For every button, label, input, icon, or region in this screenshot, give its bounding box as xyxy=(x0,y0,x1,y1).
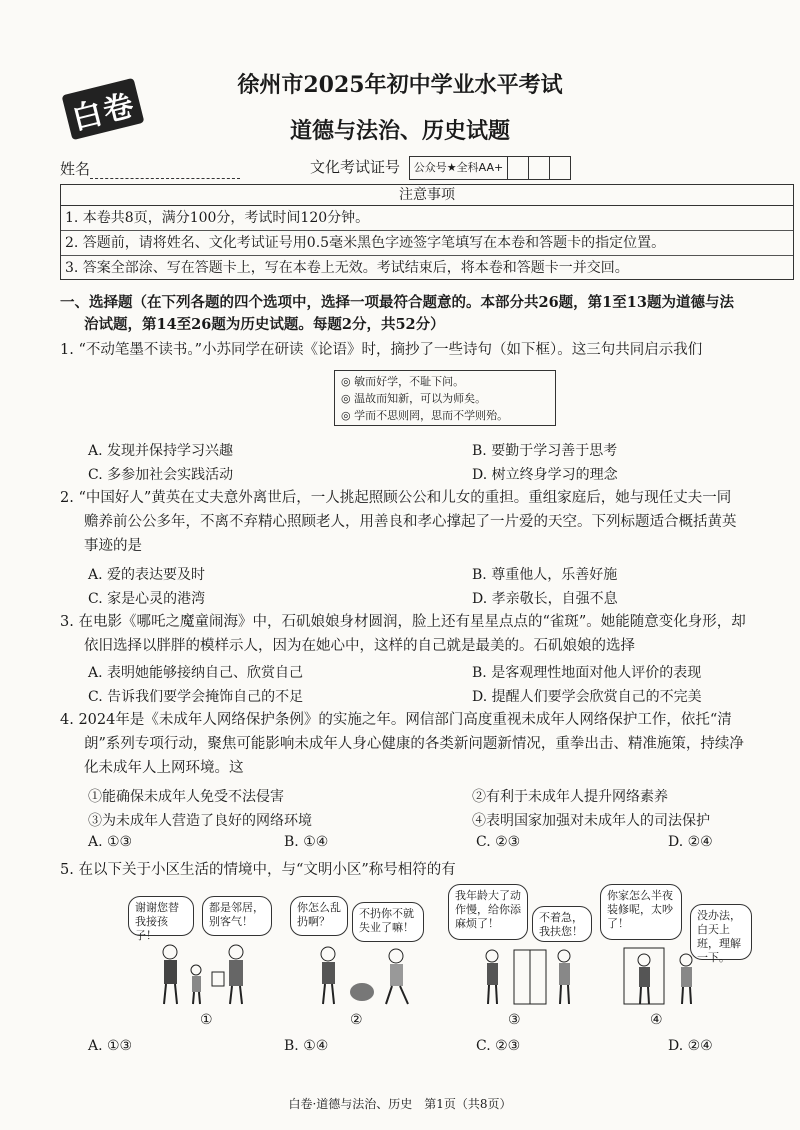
q2-option-c: C. 家是心灵的港湾 xyxy=(88,591,206,607)
q1-stem: 1. “不动笔墨不读书。”小苏同学在研读《论语》时，摘抄了一些诗句（如下框）。这三句共同启示我们 xyxy=(60,342,703,358)
q4-statement-1: ①能确保未成年人免受不法侵害 xyxy=(88,789,284,805)
q5-panel-3 xyxy=(448,884,618,994)
renovation-illustration xyxy=(620,946,720,1006)
q5-option-d: D. ②④ xyxy=(668,1038,713,1054)
speech-bubble: 谢谢您替我接孩子！ xyxy=(128,896,194,936)
q1-quote: ◎ 学而不思则罔，思而不学则殆。 xyxy=(341,409,509,422)
speech-bubble: 你家怎么半夜装修呢，太吵了！ xyxy=(600,884,682,940)
speech-bubble: 不扔你不就失业了嘛！ xyxy=(352,902,424,942)
notice-title: 注意事项 xyxy=(61,185,793,206)
q4-statement-2: ②有利于未成年人提升网络素养 xyxy=(472,789,668,805)
id-label: 文化考试证号 xyxy=(310,158,401,176)
q4-stem: 4. 2024年是《未成年人网络保护条例》的实施之年。网信部门高度重视未成年人网络保护工作，依托“清 xyxy=(60,712,732,728)
speech-bubble: 你怎么乱扔啊？ xyxy=(290,896,348,936)
q1-option-d: D. 树立终身学习的理念 xyxy=(472,467,618,483)
q2-stem: 2. “中国好人”黄英在丈夫意外离世后，一人挑起照顾公公和儿女的重担。重组家庭后，她与现任丈夫一同 xyxy=(60,490,732,506)
q4-statement-3: ③为未成年人营造了良好的网络环境 xyxy=(88,813,312,829)
neighbors-illustration xyxy=(154,942,264,1006)
notice-item: 3. 答案全部涂、写在答题卡上，写在本卷上无效。考试结束后，将本卷和答题卡一并交回。 xyxy=(65,260,629,276)
q2-option-d: D. 孝亲敬长，自强不息 xyxy=(472,591,618,607)
q5-stem: 5. 在以下关于小区生活的情境中，与“文明小区”称号相符的有 xyxy=(60,862,456,878)
exam-title: 徐州市2025年初中学业水平考试 xyxy=(237,72,563,98)
q3-stem: 3. 在电影《哪吒之魔童闹海》中，石矶娘娘身材圆润，脸上还有星星点点的“雀斑”。她能随意变化身形，却 xyxy=(60,614,746,630)
q5-panel-2 xyxy=(290,896,460,1006)
q2-stem: 事迹的是 xyxy=(84,538,142,554)
page-footer: 白卷·道德与法治、历史 第1页（共8页） xyxy=(288,1097,512,1111)
notice-item: 2. 答题前，请将姓名、文化考试证号用0.5毫米黑色字迹签字笔填写在本卷和答题卡的指定位置。 xyxy=(61,231,793,256)
q5-panel-1 xyxy=(128,896,298,1006)
q1-quote: ◎ 温故而知新，可以为师矣。 xyxy=(341,392,487,405)
q4-option-b: B. ①④ xyxy=(284,834,329,850)
id-box-text: 公众号★全科AA+ xyxy=(410,157,508,179)
q1-option-a: A. 发现并保持学习兴趣 xyxy=(88,443,234,459)
speech-bubble: 没办法，白天上班，理解一下。 xyxy=(690,904,752,960)
notice-box xyxy=(60,184,794,280)
section-heading-line1: 一、选择题（在下列各题的四个选项中，选择一项最符合题意的。本部分共26题，第1至13题为道德与法 xyxy=(60,294,734,311)
id-box xyxy=(409,156,571,180)
q4-stem: 朗”系列专项行动，聚焦可能影响未成年人身心健康的各类新问题新情况，重拳出击、精准施策，持续净 xyxy=(84,736,744,752)
q4-stem: 化未成年人上网环境。这 xyxy=(84,760,244,776)
q3-option-d: D. 提醒人们要学会欣赏自己的不完美 xyxy=(472,689,702,705)
q5-option-c: C. ②③ xyxy=(476,1038,521,1054)
littering-illustration xyxy=(312,944,422,1006)
speech-bubble: 我年龄大了动作慢，给你添麻烦了！ xyxy=(448,884,528,940)
q5-option-b: B. ①④ xyxy=(284,1038,329,1054)
name-field xyxy=(60,158,240,179)
speech-bubble: 不着急，我扶您！ xyxy=(532,906,592,942)
q4-option-a: A. ①③ xyxy=(88,834,133,850)
q1-quote-box xyxy=(334,370,556,426)
q1-quote: ◎ 敏而好学，不耻下问。 xyxy=(341,375,465,388)
notice-item: 1. 本卷共8页，满分100分，考试时间120分钟。 xyxy=(61,206,793,231)
q4-option-d: D. ②④ xyxy=(668,834,713,850)
panel-number: ② xyxy=(350,1012,363,1028)
q3-stem: 依旧选择以胖胖的模样示人，因为在她心中，这样的自己就是最美的。石矶娘娘的选择 xyxy=(84,638,635,654)
speech-bubble: 都是邻居，别客气！ xyxy=(202,896,272,936)
q4-statement-4: ④表明国家加强对未成年人的司法保护 xyxy=(472,813,710,829)
name-blank xyxy=(90,164,240,179)
section-heading-line2: 治试题，第14至26题为历史试题。每题2分，共52分） xyxy=(84,316,445,333)
elevator-illustration xyxy=(478,946,588,1006)
q2-option-b: B. 尊重他人，乐善好施 xyxy=(472,567,618,583)
exam-stamp: 白卷 xyxy=(62,78,145,141)
panel-number: ③ xyxy=(508,1012,521,1028)
q1-option-b: B. 要勤于学习善于思考 xyxy=(472,443,618,459)
q2-stem: 赡养前公公多年，不离不弃精心照顾老人，用善良和孝心撑起了一片爱的天空。下列标题适合概括黄英 xyxy=(84,514,737,530)
q3-option-a: A. 表明她能够接纳自己、欣赏自己 xyxy=(88,665,304,681)
panel-number: ④ xyxy=(650,1012,663,1028)
name-label: 姓名 xyxy=(60,160,91,178)
q3-option-c: C. 告诉我们要学会掩饰自己的不足 xyxy=(88,689,304,705)
q5-panel-4 xyxy=(600,884,770,994)
q3-option-b: B. 是客观理性地面对他人评价的表现 xyxy=(472,665,702,681)
exam-subject: 道德与法治、历史试题 xyxy=(289,118,510,144)
id-field xyxy=(310,156,571,180)
q4-option-c: C. ②③ xyxy=(476,834,521,850)
panel-number: ① xyxy=(200,1012,213,1028)
q1-option-c: C. 多参加社会实践活动 xyxy=(88,467,234,483)
q5-option-a: A. ①③ xyxy=(88,1038,133,1054)
q2-option-a: A. 爱的表达要及时 xyxy=(88,567,206,583)
